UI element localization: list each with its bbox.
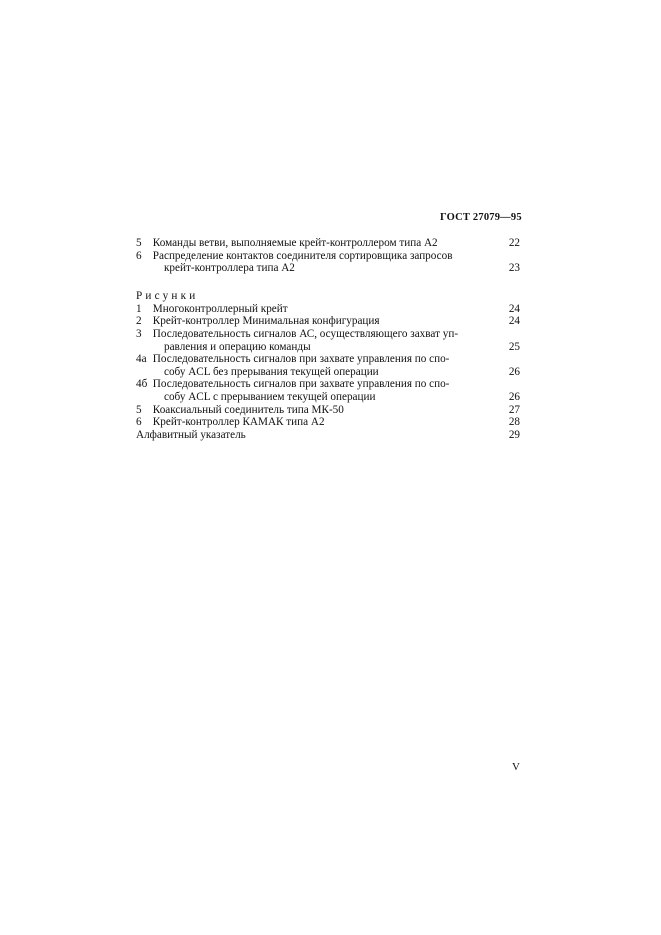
toc-entry-figure-5 (136, 404, 520, 417)
entry-number: 2 (136, 315, 142, 328)
entry-page: 26 (508, 390, 520, 403)
entry-number: 6 (136, 249, 142, 262)
entry-title: Крейт-контроллер Минимальная конфигурация (152, 315, 380, 328)
toc-entry-figure-1 (136, 303, 520, 316)
entry-number: 3 (136, 327, 142, 340)
entry-title: Команды ветви, выполняемые крейт-контроллером типа А2 (152, 237, 438, 249)
toc-entry-figure-6 (136, 416, 520, 429)
entry-title: Многоконтроллерный крейт (152, 302, 288, 315)
toc-entry-figure-3 (136, 328, 520, 353)
entry-title-continuation: равления и операцию команды (164, 340, 311, 353)
entry-page: 22 (508, 237, 520, 249)
toc-entry-figure-4a (136, 353, 520, 378)
toc-entry-table-6 (136, 250, 520, 275)
entry-page: 28 (508, 416, 520, 429)
entry-page: 27 (508, 403, 520, 416)
toc-entry-figure-4b (136, 378, 520, 403)
entry-number: 4б (136, 378, 148, 391)
entry-number: 4а (136, 353, 147, 366)
entry-number: 6 (136, 416, 142, 429)
toc-entry-table-5 (136, 237, 520, 250)
entry-title: Крейт-контроллер КАМАК типа А2 (152, 416, 325, 429)
toc-entry-figure-2 (136, 315, 520, 328)
entry-number: 5 (136, 403, 142, 416)
entry-title: Коаксиальный соединитель типа МК-50 (152, 403, 344, 416)
entry-number: 1 (136, 302, 142, 315)
entry-title: Распределение контактов соединителя сортировщика запросов (152, 249, 453, 262)
entry-title: Последовательность сигналов при захвате управления по спо- (152, 353, 450, 366)
entry-page: 25 (508, 340, 520, 353)
entry-page: 24 (508, 302, 520, 315)
toc-entry-alphabetical-index (136, 429, 520, 442)
entry-page: 26 (508, 365, 520, 378)
entry-title-continuation: собу ACL без прерывания текущей операции (164, 365, 379, 378)
entry-number: 5 (136, 237, 142, 249)
entry-title-continuation: крейт-контроллера типа А2 (164, 262, 295, 275)
entry-title: Алфавитный указатель (136, 428, 246, 441)
table-of-contents (136, 237, 520, 441)
entry-page: 29 (508, 428, 520, 441)
entry-page: 24 (508, 315, 520, 328)
entry-title: Последовательность сигналов при захвате управления по спо- (152, 378, 450, 391)
entry-title: Последовательность сигналов АС, осуществляющего захват уп- (152, 327, 459, 340)
document-header: ГОСТ 27079—95 (440, 212, 522, 223)
page-number: V (512, 761, 520, 773)
entry-title-continuation: собу ACL с прерыванием текущей операции (164, 390, 376, 403)
figures-section-title: Рисунки (136, 289, 199, 302)
entry-page: 23 (508, 262, 520, 275)
